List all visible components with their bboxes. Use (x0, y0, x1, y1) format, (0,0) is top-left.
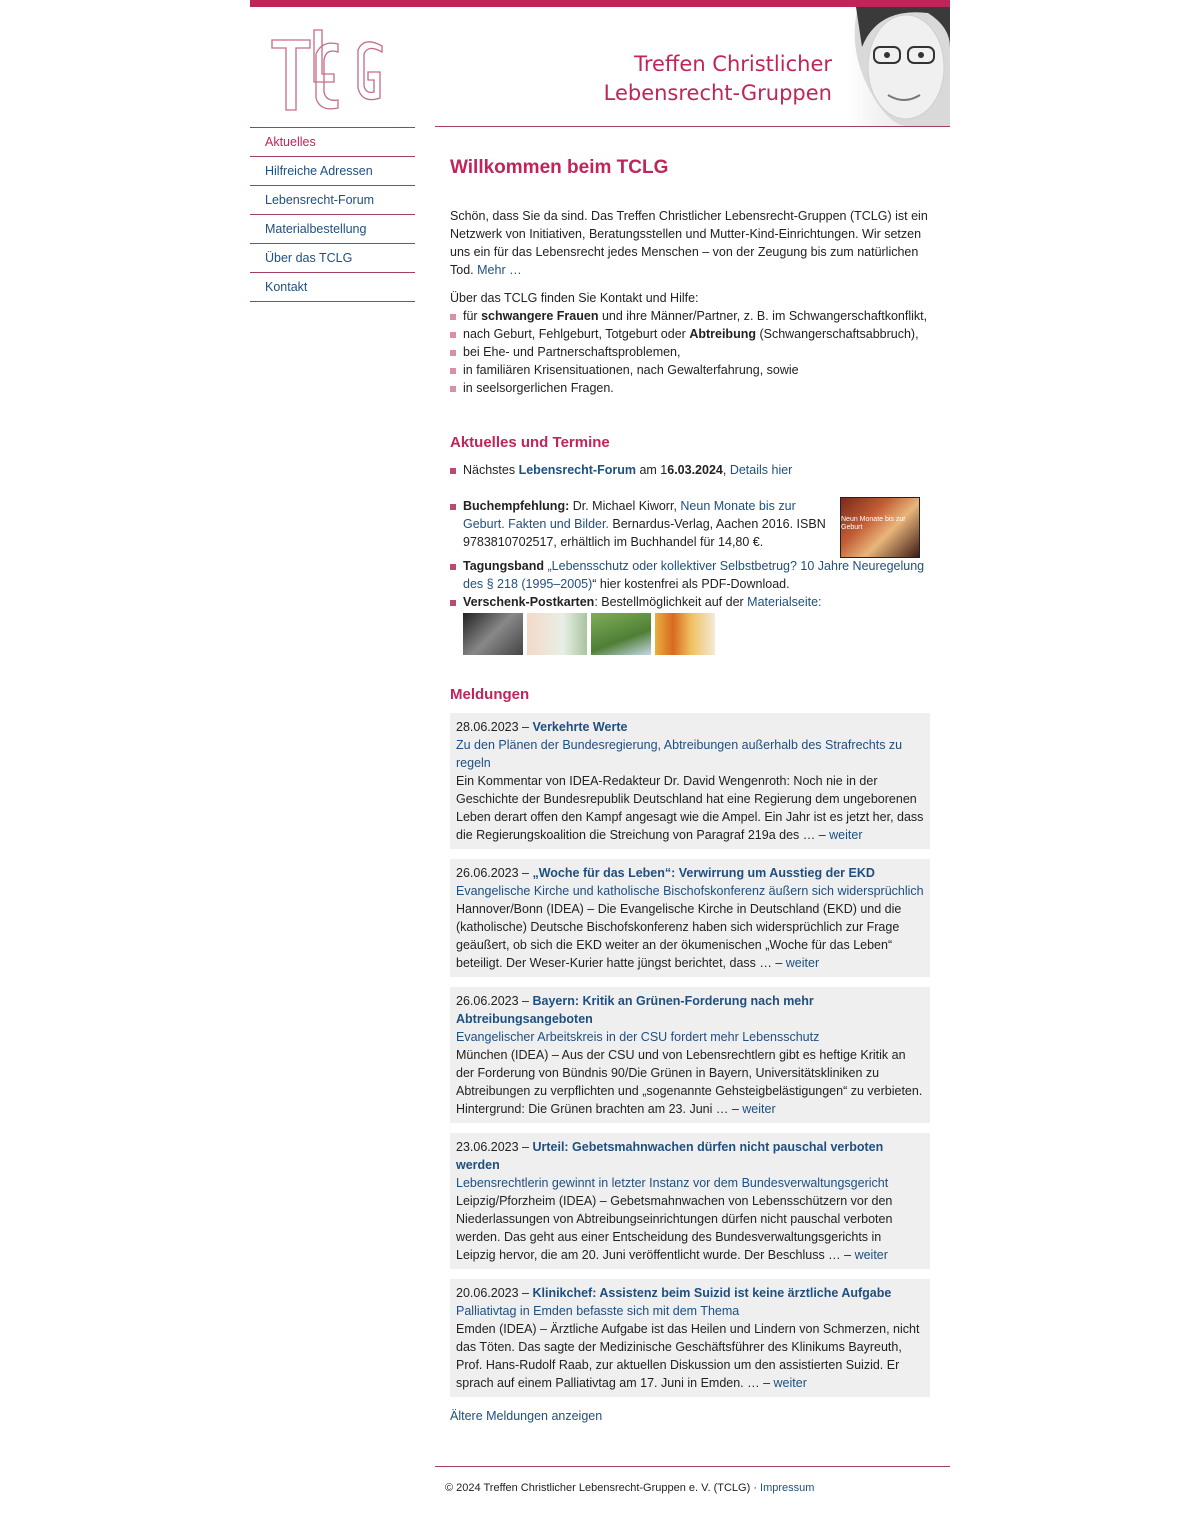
help-item-text: (Schwangerschaftsabbruch), (755, 327, 919, 341)
event-forum (450, 461, 930, 479)
nav-item-kontakt[interactable]: Kontakt (250, 273, 415, 302)
postcards-label: Verschenk-Postkarten (463, 595, 595, 609)
book-label: Buchempfehlung: (463, 499, 570, 513)
news-item (450, 987, 930, 1123)
news-text: Emden (IDEA) – Ärztliche Aufgabe ist das Heilen und Lindern von Schmerzen, nicht das Töten. Das sagte der Medizinische Geschäftsführer des Klinikums Bayreuth, Prof. Hans-Rudolf Raab, zur aktuellen Diskussion um den assistierten Suizid. Er sprach auf einem Palliativtag am 17. Juni in Emden. … – (456, 1322, 920, 1390)
news-subtitle-link[interactable]: Evangelischer Arbeitskreis in der CSU fordert mehr Lebensschutz (456, 1030, 820, 1044)
news-subtitle-link[interactable]: Zu den Plänen der Bundesregierung, Abtreibungen außerhalb des Strafrechts zu regeln (456, 738, 903, 770)
intro-text: Schön, dass Sie da sind. Das Treffen Christlicher Lebensrecht-Gruppen (TCLG) ist ein Netzwerk von Initiativen, Beratungsstellen und Mutter-Kind-Einrichtungen. Wir setzen uns ein für das Lebensrecht jedes Menschen – von der Zeugung bis zum natürlichen Tod. (450, 209, 928, 277)
nav-item-materialbestellung[interactable]: Materialbestellung (250, 215, 415, 244)
event-text: Nächstes (463, 463, 519, 477)
news-subtitle-link[interactable]: Palliativtag in Emden befasste sich mit dem Thema (456, 1304, 740, 1318)
older-news-link[interactable]: Ältere Meldungen anzeigen (450, 1409, 603, 1423)
news-more-link[interactable]: weiter (742, 1102, 776, 1116)
tagungsband-link[interactable]: „Lebensschutz oder kollektiver Selbstbetrug? 10 Jahre Neuregelung des § 218 (1995–2005) (463, 559, 925, 591)
help-lead: Über das TCLG finden Sie Kontakt und Hilfe: (450, 291, 699, 305)
news-more-link[interactable]: weiter (829, 828, 863, 842)
help-item (450, 361, 930, 379)
postcard-image[interactable] (591, 613, 651, 655)
forum-link[interactable]: Lebensrecht-Forum (518, 463, 636, 477)
news-date: 20.06.2023 – (456, 1286, 533, 1300)
footer (435, 1466, 950, 1497)
page-title: Willkommen beim TCLG (450, 157, 669, 178)
news-list (450, 713, 930, 1397)
copyright-text: © 2024 Treffen Christlicher Lebensrecht-Gruppen e. V. (TCLG) (445, 1482, 751, 1494)
footer-separator: · (750, 1482, 761, 1494)
tclg-logo[interactable] (270, 28, 386, 116)
event-postcards (450, 593, 930, 655)
nav-item-aktuelles[interactable]: Aktuelles (250, 128, 415, 157)
event-text: , (722, 463, 730, 477)
event-text: am 1 (635, 463, 668, 477)
news-text: München (IDEA) – Aus der CSU und von Lebensrechtlern gibt es heftige Kritik an der Forderung von Bündnis 90/Die Grünen in Bayern, Universitätskliniken zu Abtreibungen zu verpflichten und „sogenannte Gehsteigbelästigungen“ zu verbieten. Hintergrund: Die Grünen brachten am 23. Juni … – (456, 1048, 923, 1116)
news-subtitle-link[interactable]: Evangelische Kirche und katholische Bischofskonferenz äußern sich widersprüchlich (456, 884, 924, 898)
more-link[interactable]: Mehr … (477, 263, 522, 277)
book-author: Dr. Michael Kiworr, (569, 499, 681, 513)
page (250, 0, 950, 1515)
news-subtitle-link[interactable]: Lebensrechtlerin gewinnt in letzter Instanz vor dem Bundesverwaltungsgericht (456, 1176, 889, 1190)
news-more-link[interactable]: weiter (773, 1376, 807, 1390)
event-text: : Bestellmöglichkeit auf der (594, 595, 748, 609)
help-item (450, 343, 930, 361)
site-title-line-2: Lebensrecht-Gruppen (603, 81, 832, 105)
event-book (450, 497, 930, 557)
help-item (450, 379, 930, 397)
help-item (450, 307, 930, 325)
impressum-link[interactable]: Impressum (760, 1482, 815, 1494)
help-item-text: bei Ehe- und Partnerschaftsproblemen, (463, 345, 681, 359)
top-accent-bar (250, 0, 950, 7)
news-date: 28.06.2023 – (456, 720, 533, 734)
help-item-bold: Abtreibung (689, 327, 756, 341)
news-title-link[interactable]: Klinikchef: Assistenz beim Suizid ist keine ärztliche Aufgabe (532, 1286, 892, 1300)
help-item (450, 325, 930, 343)
book-cover-text: Neun Monate bis zur Geburt (841, 516, 906, 531)
news-item (450, 713, 930, 849)
help-list (450, 307, 930, 397)
site-title-line-1: Treffen Christlicher (634, 52, 832, 76)
postcard-image[interactable] (655, 613, 715, 655)
postcard-image[interactable] (527, 613, 587, 655)
main-navigation (250, 127, 415, 302)
forum-date: 6.03.2024 (667, 463, 723, 477)
help-item-text: in seelsorgerlichen Fragen. (463, 381, 614, 395)
news-more-link[interactable]: weiter (785, 956, 820, 970)
news-title-link[interactable]: Urteil: Gebetsmahnwachen dürfen nicht pauschal verboten werden (456, 1140, 884, 1172)
news-item (450, 1279, 930, 1397)
postcard-image[interactable] (463, 613, 523, 655)
help-item-text: und ihre Männer/Partner, z. B. im Schwangerschaftkonflikt, (598, 309, 928, 323)
news-text: Hannover/Bonn (IDEA) – Die Evangelische Kirche in Deutschland (EKD) und die (katholische) Deutsche Bischofskonferenz haben sich widersprüchlich zur Frage geäußert, ob sich die EKD weiter an der ökumenischen „Woche für das Leben“ beteiligt. Der Weser-Kurier hatte jüngst berichtet, dass … – (456, 902, 902, 970)
news-title-link[interactable]: „Woche für das Leben“: Verwirrung um Ausstieg der EKD (532, 866, 875, 880)
news-date: 26.06.2023 – (456, 866, 533, 880)
book-details: Bernardus-Verlag, Aachen 2016. ISBN 9783810702517, erhältlich im Buchhandel für 14,80 €. (463, 517, 826, 549)
book-cover-image[interactable] (840, 497, 920, 558)
nav-item-ueber-das-tclg[interactable]: Über das TCLG (250, 244, 415, 273)
news-item (450, 1133, 930, 1269)
news-heading: Meldungen (450, 686, 530, 703)
news-date: 26.06.2023 – (456, 994, 533, 1008)
news-text: Ein Kommentar von IDEA-Redakteur Dr. David Wengenroth: Noch nie in der Geschichte der Bundesrepublik Deutschland hat eine Regierung dem ungeborenen Leben derart offen den Kampf angesagt wie die Ampel. Ein Jahr ist es jetzt her, dass die Regierungskoalition die Streichung von Paragraf 219a des … – (456, 774, 924, 842)
news-text: Leipzig/Pforzheim (IDEA) – Gebetsmahnwachen von Lebensschützern vor den Niederlassungen von Abtreibungseinrichtungen dürfen nicht pauschal verboten werden. Das geht aus einer Entscheidung des Bundesverwaltungsgerichts in Leipzig hervor, die am 20. Juni veröffentlicht wurde. Der Beschluss … – (456, 1194, 893, 1262)
header-divider (435, 126, 950, 127)
news-date: 23.06.2023 – (456, 1140, 533, 1154)
main-content (450, 150, 930, 1425)
book-title-link[interactable]: Neun Monate bis zur Geburt. Fakten und Bilder. (463, 499, 796, 531)
site-title (604, 50, 832, 108)
news-more-link[interactable]: weiter (854, 1248, 888, 1262)
help-item-text: für (463, 309, 482, 323)
details-link[interactable]: Details hier (729, 463, 793, 477)
help-item-text: in familiären Krisensituationen, nach Gewalterfahrung, sowie (463, 363, 799, 377)
help-item-bold: schwangere Frauen (481, 309, 599, 323)
event-text: “ hier kostenfrei als PDF-Download. (592, 577, 790, 591)
footer-text (435, 1479, 950, 1497)
header-portrait-image (848, 7, 950, 126)
events-list (450, 461, 930, 655)
news-title-link[interactable]: Bayern: Kritik an Grünen-Forderung nach mehr Abtreibungsangeboten (456, 994, 814, 1026)
events-heading: Aktuelles und Termine (450, 434, 610, 451)
nav-item-lebensrecht-forum[interactable]: Lebensrecht-Forum (250, 186, 415, 215)
news-title-link[interactable]: Verkehrte Werte (532, 720, 628, 734)
event-tagungsband (450, 557, 930, 593)
postcard-thumbnails (463, 613, 930, 655)
intro-paragraph (450, 207, 930, 279)
nav-item-hilfreiche-adressen[interactable]: Hilfreiche Adressen (250, 157, 415, 186)
material-page-link[interactable]: Materialseite: (747, 595, 822, 609)
help-item-text: nach Geburt, Fehlgeburt, Totgeburt oder (463, 327, 690, 341)
news-item (450, 859, 930, 977)
tagung-label: Tagungsband (463, 559, 545, 573)
